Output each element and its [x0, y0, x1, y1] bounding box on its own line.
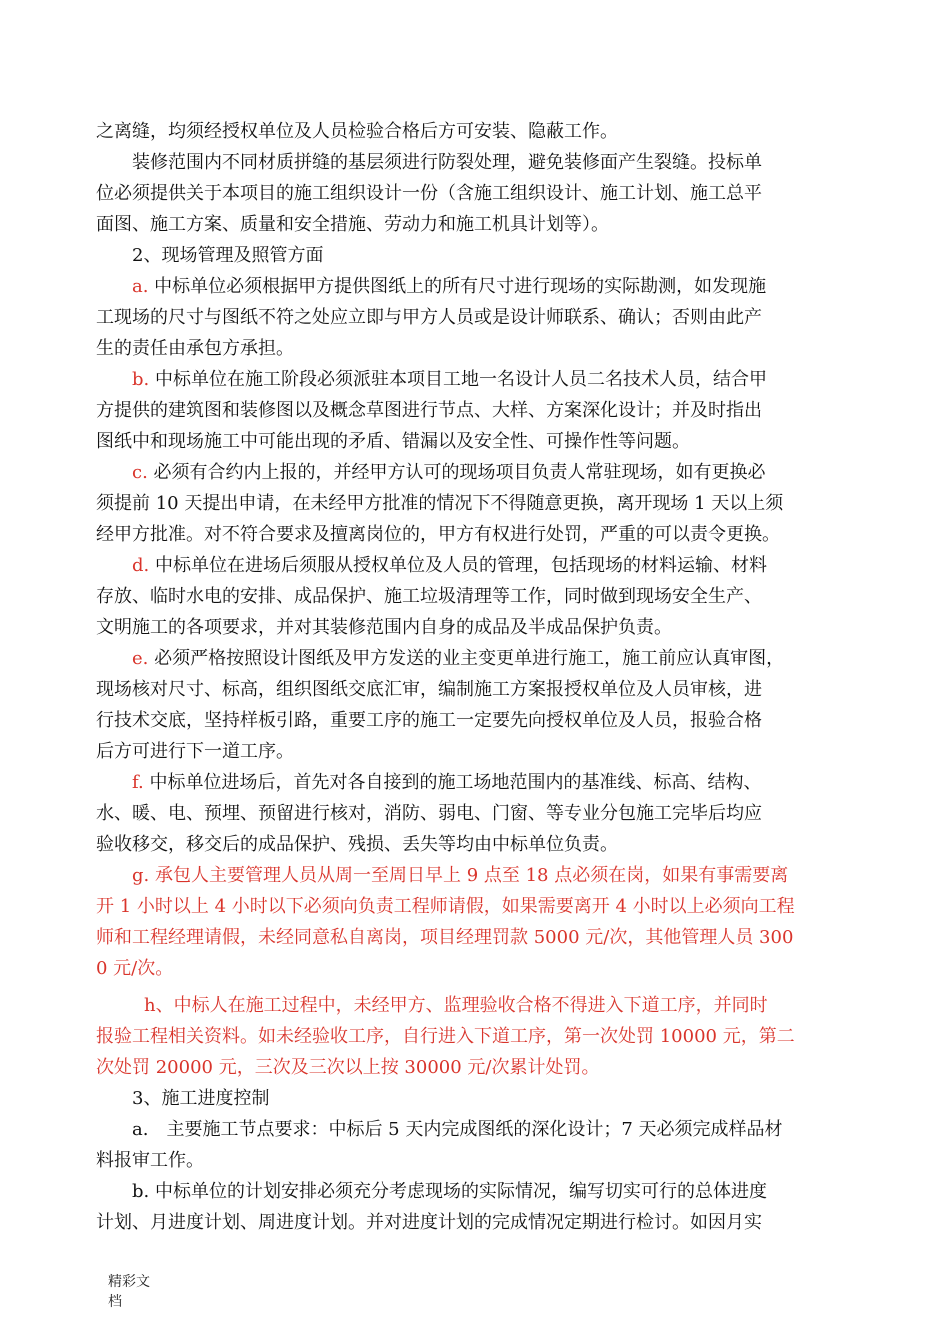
- item-marker: a.: [132, 276, 149, 297]
- text-line: [96, 550, 882, 581]
- item-text: 中标单位在施工阶段必须派驻本项目工地一名设计人员二名技术人员，结合甲: [149, 369, 767, 390]
- document-body: [96, 116, 882, 1238]
- text-line: 开 1 小时以上 4 小时以下必须向负责工程师请假，如果需要离开 4 小时以上必须向工程: [96, 896, 795, 917]
- text-line: 文明施工的各项要求，并对其装修范围内自身的成品及半成品保护负责。: [96, 617, 672, 638]
- heading-text: 3、施工进度控制: [132, 1088, 270, 1109]
- text-line: 之离缝，均须经授权单位及人员检验合格后方可安装、隐蔽工作。: [96, 121, 618, 142]
- heading-text: 2、现场管理及照管方面: [132, 245, 324, 266]
- section-heading-3: [96, 1083, 882, 1114]
- item-d: [96, 550, 882, 643]
- item-f: [96, 767, 882, 860]
- text-line: 0 元/次。: [96, 958, 174, 979]
- text-line: 后方可进行下一道工序。: [96, 741, 294, 762]
- item-g: [96, 860, 882, 984]
- footer-text-line-1: 精彩文: [108, 1274, 150, 1290]
- item-c: [96, 457, 882, 550]
- text-line: 生的责任由承包方承担。: [96, 338, 294, 359]
- text-line: b. 中标单位的计划安排必须充分考虑现场的实际情况，编写切实可行的总体进度: [132, 1181, 767, 1202]
- text-line: 方提供的建筑图和装修图以及概念草图进行节点、大样、方案深化设计；并及时指出: [96, 400, 762, 421]
- text-line: h、中标人在施工过程中，未经甲方、监理验收合格不得进入下道工序，并同时: [144, 995, 768, 1016]
- text-line: 存放、临时水电的安排、成品保护、施工垃圾清理等工作，同时做到现场安全生产、: [96, 586, 762, 607]
- text-line: 须提前 10 天提出申请，在未经甲方批准的情况下不得随意更换，离开现场 1 天以上须: [96, 493, 784, 514]
- item-3b: [96, 1176, 882, 1238]
- item-b: [96, 364, 882, 457]
- text-line: 计划、月进度计划、周进度计划。并对进度计划的完成情况定期进行检讨。如因月实: [96, 1212, 762, 1233]
- text-line: 料报审工作。: [96, 1150, 204, 1171]
- item-marker: c.: [132, 462, 148, 483]
- text-line: [96, 860, 882, 891]
- text-line: 水、暖、电、预埋、预留进行核对，消防、弱电、门窗、等专业分包施工完毕后均应: [96, 803, 762, 824]
- text-line: [96, 643, 882, 674]
- text-line: 验收移交，移交后的成品保护、残损、丢失等均由中标单位负责。: [96, 834, 618, 855]
- text-line: 面图、施工方案、质量和安全措施、劳动力和施工机具计划等）。: [96, 214, 609, 235]
- text-line: 现场核对尺寸、标高，组织图纸交底汇审，编制施工方案报授权单位及人员审核，进: [96, 679, 762, 700]
- text-line: a. 主要施工节点要求：中标后 5 天内完成图纸的深化设计；7 天必须完成样品材: [132, 1119, 783, 1140]
- item-e: [96, 643, 882, 767]
- text-line: 图纸中和现场施工中可能出现的矛盾、错漏以及安全性、可操作性等问题。: [96, 431, 690, 452]
- text-line: [96, 457, 882, 488]
- text-line: [96, 271, 882, 302]
- item-text: 必须有合约内上报的，并经甲方认可的现场项目负责人常驻现场，如有更换必: [147, 462, 766, 483]
- item-text: 中标单位进场后，首先对各自接到的施工场地范围内的基准线、标高、结构、: [143, 772, 762, 793]
- item-marker: f.: [132, 772, 144, 793]
- item-text: 承包人主要管理人员从周一至周日早上 9 点至 18 点必须在岗，如果有事需要离: [149, 865, 789, 886]
- text-line: 次处罚 20000 元，三次及三次以上按 30000 元/次累计处罚。: [96, 1057, 600, 1078]
- item-h: [96, 990, 882, 1083]
- page-footer: [108, 1272, 150, 1312]
- section-heading-2: [96, 240, 882, 271]
- item-marker: e.: [132, 648, 149, 669]
- footer-text-line-2: 档: [108, 1294, 122, 1310]
- item-a: [96, 271, 882, 364]
- text-line: 工现场的尺寸与图纸不符之处应立即与甲方人员或是设计师联系、确认；否则由此产: [96, 307, 762, 328]
- paragraph-anti-crack: [96, 147, 882, 240]
- item-marker: b.: [132, 369, 150, 390]
- text-line: 位必须提供关于本项目的施工组织设计一份（含施工组织设计、施工计划、施工总平: [96, 183, 762, 204]
- text-line: 行技术交底，坚持样板引路，重要工序的施工一定要先向授权单位及人员，报验合格: [96, 710, 762, 731]
- text-line: [96, 767, 882, 798]
- text-line: 装修范围内不同材质拼缝的基层须进行防裂处理，避免装修面产生裂缝。投标单: [132, 152, 762, 173]
- text-line: [96, 364, 882, 395]
- text-line: 报验工程相关资料。如未经验收工序，自行进入下道工序，第一次处罚 10000 元，第二: [96, 1026, 795, 1047]
- paragraph-continuation: [96, 116, 882, 147]
- item-text: 中标单位必须根据甲方提供图纸上的所有尺寸进行现场的实际勘测，如发现施: [148, 276, 767, 297]
- text-line: 经甲方批准。对不符合要求及擅离岗位的，甲方有权进行处罚，严重的可以责令更换。: [96, 524, 780, 545]
- item-marker: d.: [132, 555, 150, 576]
- item-text: 必须严格按照设计图纸及甲方发送的业主变更单进行施工，施工前应认真审图，: [148, 648, 785, 669]
- item-marker: g.: [132, 865, 150, 886]
- text-line: 师和工程经理请假，未经同意私自离岗，项目经理罚款 5000 元/次，其他管理人员 300: [96, 927, 794, 948]
- item-3a: [96, 1114, 882, 1176]
- item-text: 中标单位在进场后须服从授权单位及人员的管理，包括现场的材料运输、材料: [149, 555, 767, 576]
